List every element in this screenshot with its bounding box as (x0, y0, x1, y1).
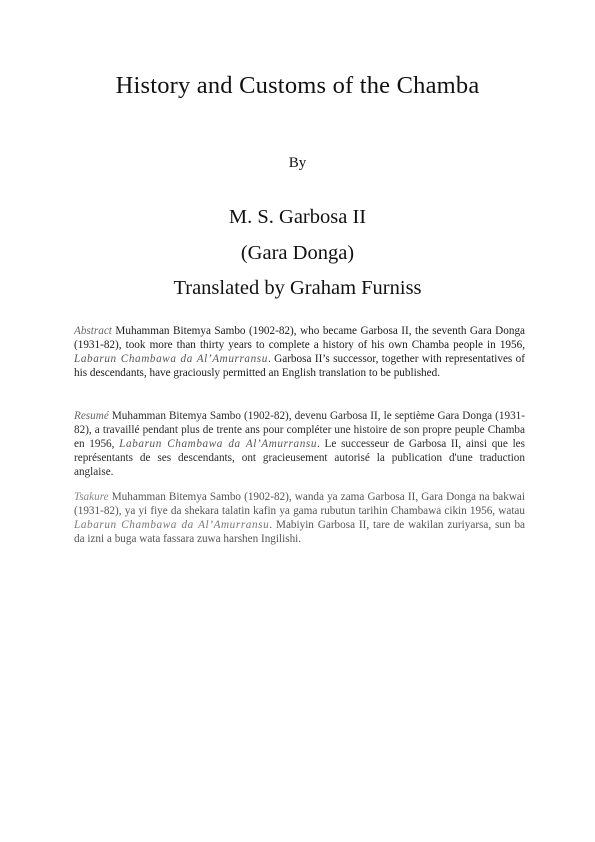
resume-text-after: . Le successeur de Garbosa II, ainsi que les représentants de ses descendants, ont gracieusement autorisé la publication d'une traduction anglaise. (74, 438, 526, 479)
abstract-text-after: . Garbosa II’s successor, together with representatives of his descendants, have graciously permitted an English translation to be published. (74, 353, 525, 380)
abstract-paragraph (74, 324, 525, 380)
resume-book-title: Labarun Chambawa da Al’Amurransu (119, 438, 318, 451)
resume-label: Resumé (74, 410, 109, 422)
abstract-label: Abstract (74, 325, 112, 337)
translator-line: Translated by Graham Furniss (173, 277, 422, 299)
resume-paragraph (74, 409, 525, 479)
abstract-book-title: Labarun Chambawa da Al’Amurransu (74, 353, 268, 366)
resume-text-before: Muhamman Bitemya Sambo (1902-82), devenu Garbosa II, le septième Gara Donga (1931-82), a travaillé pendant plus de trente ans pour compléter une histoire de son propre peuple Chamba en 1956, (74, 410, 525, 451)
author-place: (Gara Donga) (240, 242, 355, 264)
by-line: By (288, 155, 307, 171)
tsakure-label: Tsakure (74, 491, 109, 503)
tsakure-book-title: Labarun Chambawa da Al’Amurransu (74, 519, 270, 532)
document-title: History and Customs of the Chamba (115, 72, 480, 99)
tsakure-paragraph (74, 490, 525, 546)
tsakure-text-after: . Mabiyin Garbosa II, tare de wakilan zuriyarsa, sun ba da izni a buga wata fassara zuwa harshen Ingilishi. (74, 519, 525, 546)
author-name: M. S. Garbosa II (228, 206, 367, 228)
tsakure-text-before: Muhamman Bitemya Sambo (1902-82), wanda ya zama Garbosa II, Gara Donga na bakwai (1931-82), ya yi fiye da shekara talatin kafin ya gama rubutun tarihin Chambawa cikin 1956, watau (74, 491, 525, 518)
abstract-text-before: Muhamman Bitemya Sambo (1902-82), who became Garbosa II, the seventh Gara Donga (1931-82), took more than thirty years to complete a history of his own Chamba people in 1956, (74, 325, 525, 352)
